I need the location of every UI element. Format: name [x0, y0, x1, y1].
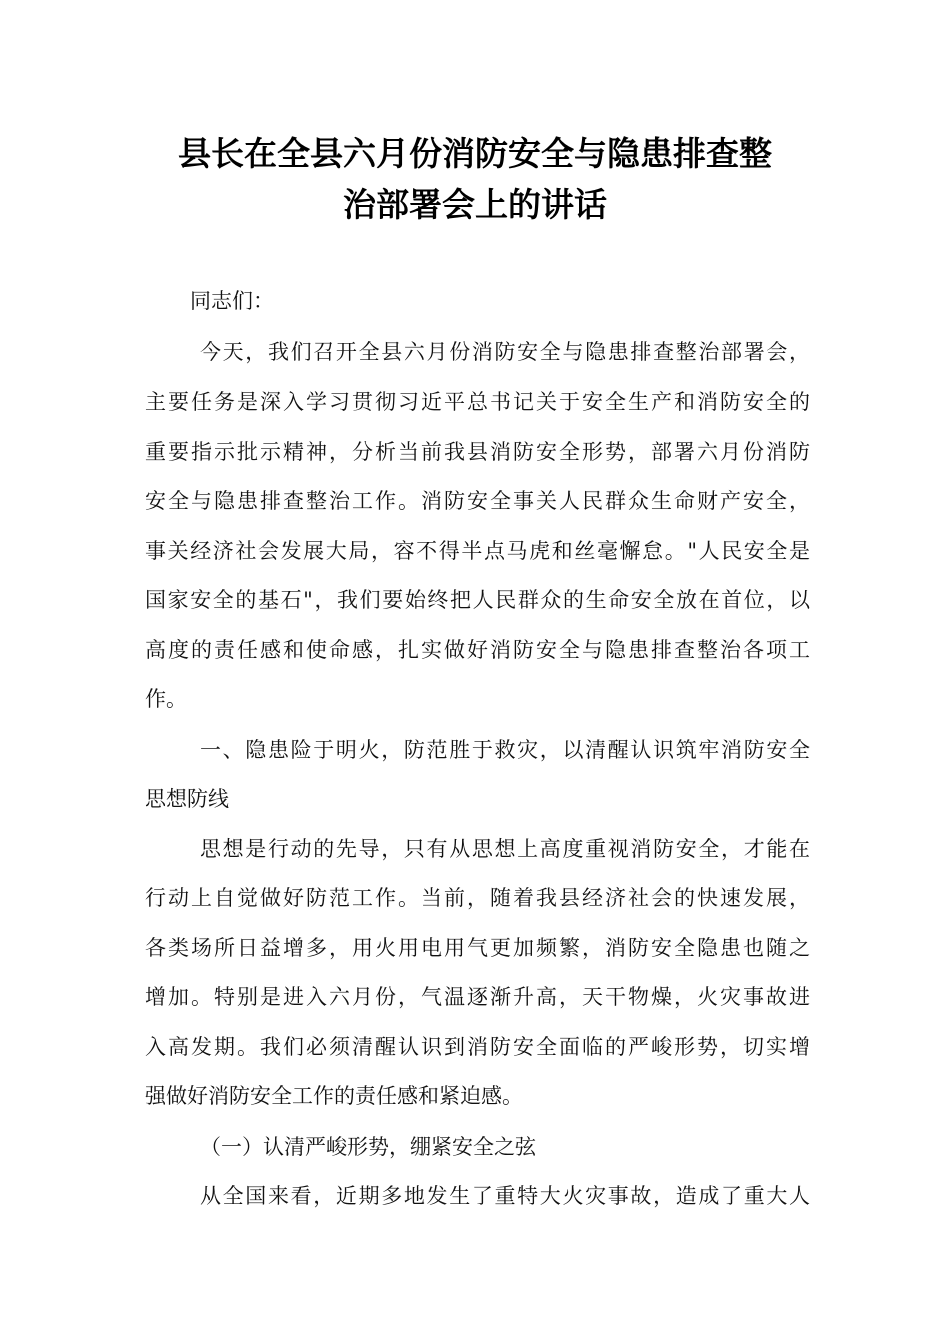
paragraph-1-line-3: 重要指示批示精神，分析当前我县消防安全形势，部署六月份消防: [145, 440, 810, 464]
document-title-line-2: 治部署会上的讲话: [343, 185, 607, 224]
paragraph-1-line-5: 事关经济社会发展大局，容不得半点马虎和丝毫懈怠。"人民安全是: [145, 539, 810, 563]
paragraph-1-line-7: 高度的责任感和使命感，扎实做好消防安全与隐患排查整治各项工: [145, 638, 810, 662]
paragraph-3-line-3: 各类场所日益增多，用火用电用气更加频繁，消防安全隐患也随之: [145, 936, 810, 960]
paragraph-1-line-6: 国家安全的基石"，我们要始终把人民群众的生命安全放在首位，以: [145, 588, 810, 612]
document-title-line-1: 县长在全县六月份消防安全与隐患排查整: [178, 134, 772, 173]
paragraph-5-line-1: 从全国来看，近期多地发生了重特大火灾事故，造成了重大人: [200, 1184, 810, 1208]
paragraph-3-line-6: 强做好消防安全工作的责任感和紧迫感。: [145, 1084, 523, 1108]
paragraph-1-line-1: 今天，我们召开全县六月份消防安全与隐患排查整治部署会，: [200, 340, 810, 364]
paragraph-1-line-4: 安全与隐患排查整治工作。消防安全事关人民群众生命财产安全，: [145, 489, 810, 513]
salutation: 同志们：: [190, 289, 274, 313]
section-1-heading-line-1: 一、隐患险于明火，防范胜于救灾，以清醒认识筑牢消防安全: [200, 738, 810, 762]
paragraph-3-line-2: 行动上自觉做好防范工作。当前，随着我县经济社会的快速发展，: [145, 886, 810, 910]
paragraph-3-line-4: 增加。特别是进入六月份，气温逐渐升高，天干物燥，火灾事故进: [145, 985, 810, 1009]
subsection-1-heading: （一）认清严峻形势，绷紧安全之弦: [200, 1135, 536, 1159]
section-1-heading-line-2: 思想防线: [145, 787, 229, 811]
paragraph-1-line-2: 主要任务是深入学习贯彻习近平总书记关于安全生产和消防安全的: [145, 390, 810, 414]
paragraph-3-line-5: 入高发期。我们必须清醒认识到消防安全面临的严峻形势，切实增: [145, 1035, 810, 1059]
paragraph-3-line-1: 思想是行动的先导，只有从思想上高度重视消防安全，才能在: [200, 837, 810, 861]
paragraph-1-line-8: 作。: [145, 687, 187, 711]
